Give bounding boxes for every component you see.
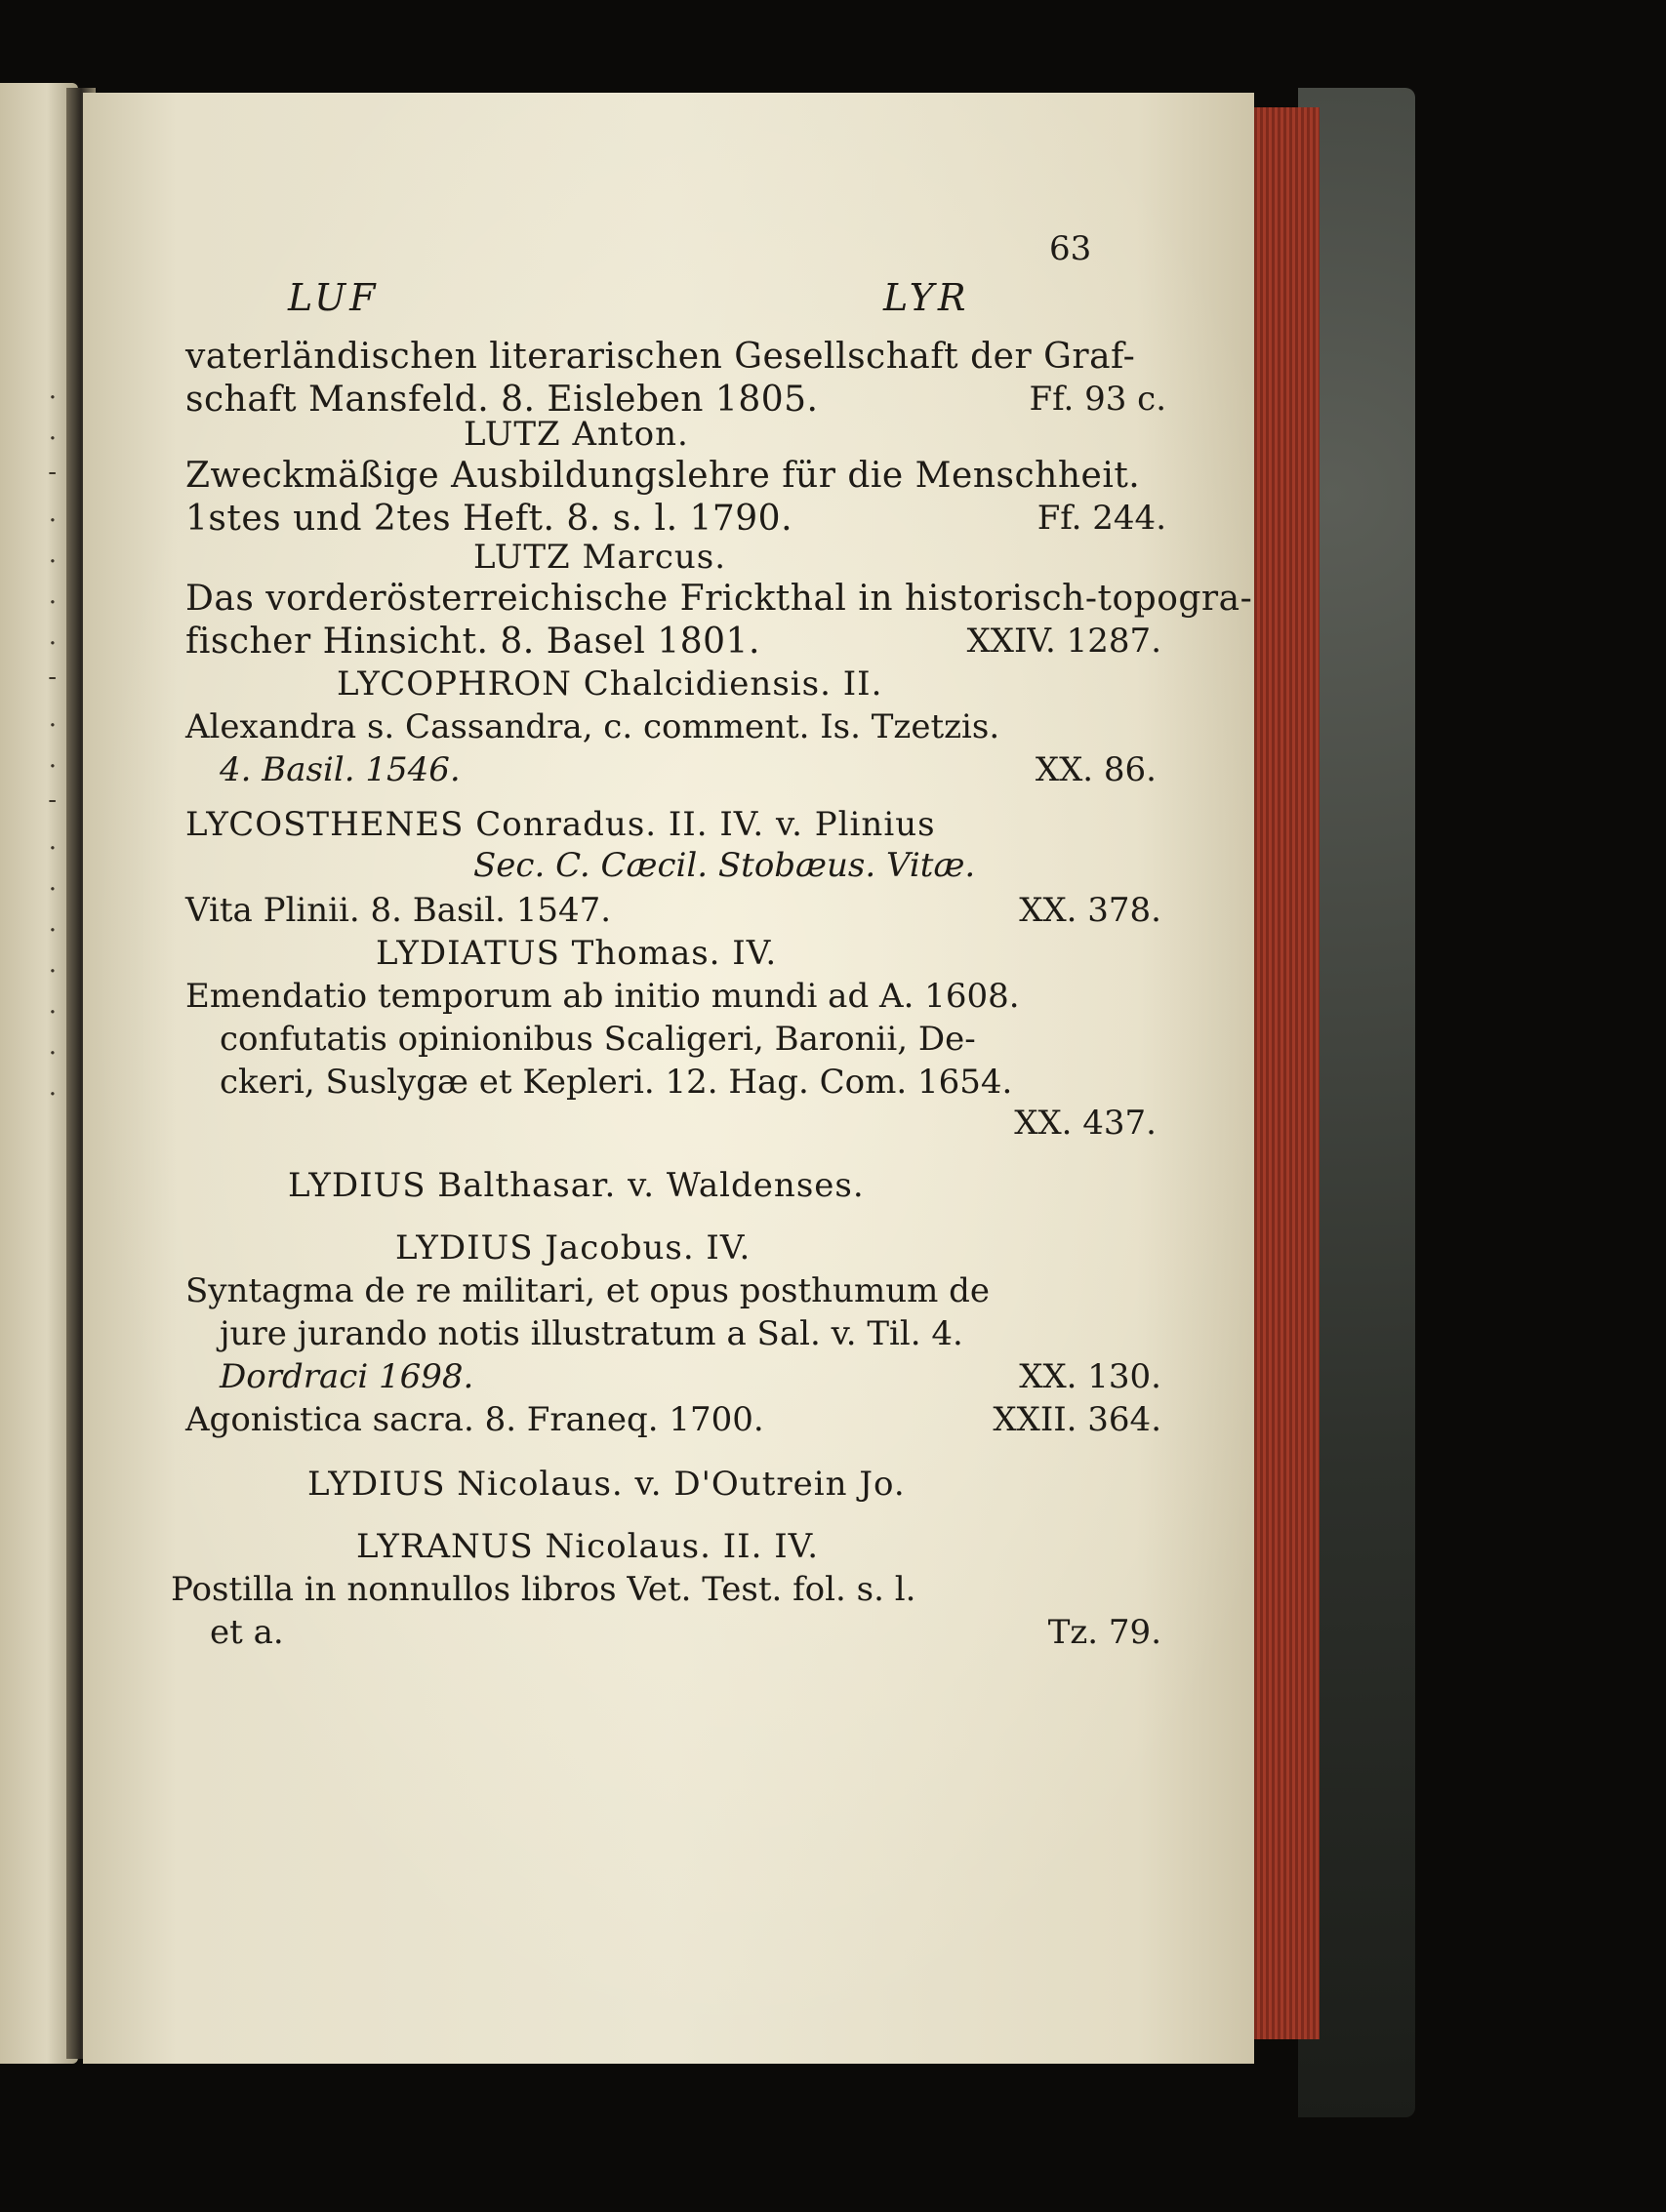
entry-heading: LUTZ Marcus.	[473, 538, 727, 577]
entry-text-line: et a.	[210, 1613, 284, 1652]
running-header-right: LYR	[883, 276, 970, 319]
entry-text-line: 4. Basil. 1546.	[220, 750, 461, 789]
entry-heading: LYDIATUS Thomas. IV.	[376, 934, 778, 973]
entry-text-line: fischer Hinsicht. 8. Basel 1801.	[185, 622, 760, 662]
entry-shelfmark: Tz. 79.	[1047, 1613, 1161, 1652]
entry-heading: LYCOSTHENES Conradus. II. IV. v. Plinius	[185, 805, 936, 844]
running-header-left: LUF	[288, 276, 380, 319]
entry-shelfmark: XX. 378.	[1019, 891, 1161, 930]
entry-text-line: 1stes und 2tes Heft. 8. s. l. 1790.	[185, 499, 793, 539]
page-edges	[1251, 107, 1320, 2039]
entry-heading: LYCOPHRON Chalcidiensis. II.	[337, 664, 883, 704]
entry-text-line: Postilla in nonnullos libros Vet. Test. fol. s. l.	[171, 1570, 916, 1609]
entry-heading: LYDIUS Balthasar. v. Waldenses.	[288, 1166, 865, 1205]
entry-text-line: Vita Plinii. 8. Basil. 1547.	[185, 891, 612, 930]
entry-text-line: jure jurando notis illustratum a Sal. v. Til. 4.	[220, 1314, 963, 1353]
entry-shelfmark: XX. 130.	[1019, 1357, 1161, 1396]
entry-text-line: Alexandra s. Cassandra, c. comment. Is. Tzetzis.	[185, 707, 1000, 746]
entry-text-line: schaft Mansfeld. 8. Eisleben 1805.	[185, 380, 819, 420]
entry-text-line: Agonistica sacra. 8. Franeq. 1700.	[185, 1400, 764, 1439]
entry-text-line: Das vorderösterreichische Frickthal in historisch-topogra-	[185, 579, 1253, 619]
entry-text-line: Zweckmäßige Ausbildungslehre für die Menschheit.	[185, 456, 1141, 496]
entry-text-line: confutatis opinionibus Scaligeri, Baronii, De-	[220, 1020, 976, 1059]
entry-text-line: Dordraci 1698.	[220, 1357, 474, 1396]
entry-text-line: vaterländischen literarischen Gesellschaft der Graf-	[185, 337, 1136, 377]
entry-text-line: Sec. C. Cæcil. Stobæus. Vitæ.	[473, 846, 976, 885]
entry-text-line: Syntagma de re militari, et opus posthumum de	[185, 1271, 991, 1310]
entry-shelfmark: Ff. 93 c.	[1029, 380, 1166, 419]
facing-page-marks: . . - . . . . - . . - . . . . . . .	[48, 376, 57, 1102]
entry-text-line: ckeri, Suslygæ et Kepleri. 12. Hag. Com. 1654.	[220, 1063, 1013, 1102]
entry-heading: LYDIUS Jacobus. IV.	[395, 1228, 752, 1267]
entry-shelfmark: XXIV. 1287.	[966, 622, 1161, 661]
entry-shelfmark: XXII. 364.	[993, 1400, 1161, 1439]
entry-heading: LUTZ Anton.	[464, 415, 689, 454]
entry-heading: LYRANUS Nicolaus. II. IV.	[356, 1527, 820, 1566]
entry-text-line: Emendatio temporum ab initio mundi ad A. 1608.	[185, 977, 1020, 1016]
entry-shelfmark: XX. 437.	[1014, 1104, 1157, 1143]
entry-heading: LYDIUS Nicolaus. v. D'Outrein Jo.	[307, 1465, 906, 1504]
book-page	[83, 93, 1254, 2064]
entry-shelfmark: XX. 86.	[1035, 750, 1157, 789]
page-number: 63	[1049, 229, 1092, 268]
entry-shelfmark: Ff. 244.	[1036, 499, 1166, 538]
